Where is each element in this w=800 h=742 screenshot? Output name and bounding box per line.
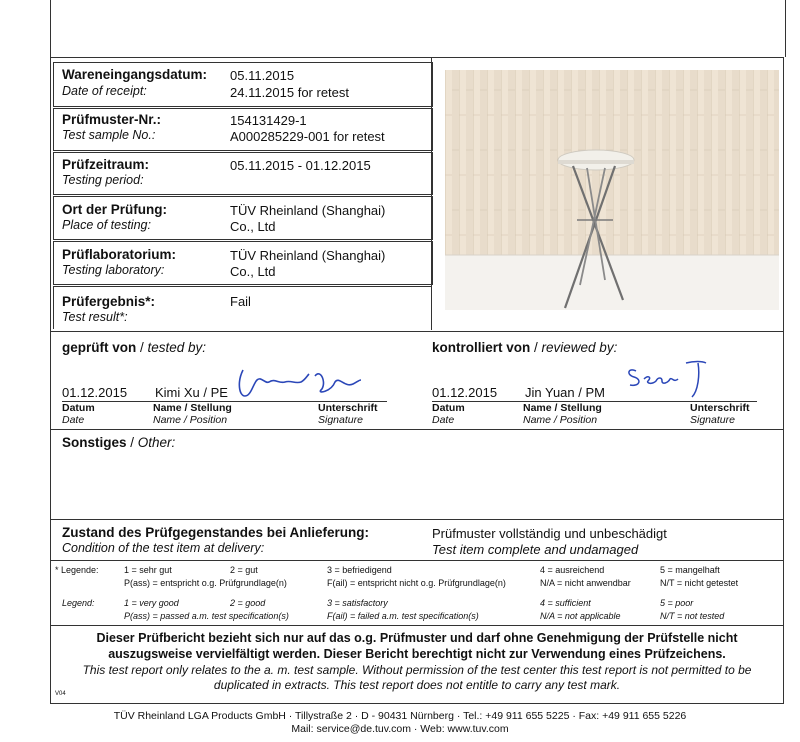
- result-label-de: Prüfergebnis*:: [62, 294, 156, 309]
- form-version: V04: [55, 691, 66, 697]
- tested-name: Kimi Xu / PE: [155, 385, 228, 400]
- tested-signature: [235, 362, 365, 402]
- photo-table-image: [445, 70, 779, 310]
- place-label-de: Ort der Prüfung:: [62, 202, 167, 217]
- legend-en-title: Legend:: [62, 598, 95, 608]
- divider-condition: [50, 519, 784, 520]
- tested-date: 01.12.2015: [62, 385, 128, 400]
- legend-de-grade-3: 3 = befriedigend: [327, 565, 392, 575]
- period-label-de: Prüfzeitraum:: [62, 157, 150, 172]
- condition-label-en: Condition of the test item at delivery:: [62, 541, 265, 555]
- receipt-label-en: Date of receipt:: [62, 84, 147, 98]
- divider-other: [50, 429, 784, 430]
- tested-signature-header: Unterschrift: [318, 402, 378, 414]
- sample-label-en: Test sample No.:: [62, 128, 156, 142]
- receipt-value-2: 24.11.2015 for retest: [230, 85, 350, 100]
- legend-de-nt: N/T = nicht getestet: [660, 578, 739, 588]
- legend-en-na: N/A = not applicable: [540, 611, 621, 621]
- legend-en-nt: N/T = not tested: [660, 611, 725, 621]
- place-value-2: Co., Ltd: [230, 219, 276, 234]
- condition-value-en: Test item complete and undamaged: [432, 542, 639, 557]
- tested-signature-header-en: Signature: [318, 414, 363, 426]
- period-value: 05.11.2015 - 01.12.2015: [230, 158, 371, 173]
- reviewed-date: 01.12.2015: [432, 385, 498, 400]
- notice-de-line-1: Dieser Prüfbericht bezieht sich nur auf das o.g. Prüfmuster und darf ohne Genehmigung der Prüfstelle nicht: [96, 631, 738, 645]
- legend-en-grade-2: 2 = good: [230, 598, 266, 608]
- legend-de-title: * Legende:: [55, 565, 99, 575]
- page-frame-top: [50, 0, 786, 57]
- legend-en-grade-3: 3 = satisfactory: [327, 598, 388, 608]
- lab-label-en: Testing laboratory:: [62, 263, 165, 277]
- legend-en-grade-1: 1 = very good: [124, 598, 179, 608]
- reviewed-signature-header: Unterschrift: [690, 402, 750, 414]
- legend-de-fail: F(ail) = entspricht nicht o.g. Prüfgrundlage(n): [327, 578, 506, 588]
- reviewed-name: Jin Yuan / PM: [525, 385, 605, 400]
- tested-by-title: geprüft von / tested by:: [62, 340, 207, 355]
- condition-value-de: Prüfmuster vollständig und unbeschädigt: [432, 526, 667, 541]
- reviewed-name-header: Name / Stellung: [523, 402, 602, 414]
- lab-label-de: Prüflaboratorium:: [62, 247, 177, 262]
- reviewed-date-header-en: Date: [432, 414, 455, 426]
- reviewed-signature-header-en: Signature: [690, 414, 735, 426]
- notice-de-line-2: auszugsweise vervielfältigt werden. Dieser Bericht berechtigt nicht zur Verwendung eines Prüfzeichens.: [108, 647, 726, 661]
- footer-address: TÜV Rheinland LGA Products GmbH · Tillystraße 2 · D - 90431 Nürnberg · Tel.: +49 911 655 5225 · Fax: +49 911 655 5226: [113, 710, 687, 722]
- legend-de-grade-1: 1 = sehr gut: [124, 565, 172, 575]
- tested-date-header-en: Date: [62, 414, 85, 426]
- legend-en-fail: F(ail) = failed a.m. test specification(s): [327, 611, 479, 621]
- legend-de-pass: P(ass) = entspricht o.g. Prüfgrundlage(n): [124, 578, 287, 588]
- legend-en-pass: P(ass) = passed a.m. test specification(s): [124, 611, 289, 621]
- tested-date-header: Datum: [62, 402, 95, 414]
- receipt-value-1: 05.11.2015: [230, 68, 295, 83]
- divider-notice: [50, 625, 784, 626]
- legend-de-na: N/A = nicht anwendbar: [540, 578, 631, 588]
- divider-legend: [50, 560, 784, 561]
- reviewed-name-header-en: Name / Position: [523, 414, 598, 426]
- photo-divider: [431, 57, 432, 330]
- tested-name-header-en: Name / Position: [153, 414, 228, 426]
- sample-value-1: 154131429-1: [230, 113, 307, 128]
- notice-en-line-1: This test report only relates to the a. m. test sample. Without permission of the test center this test report is not permitted to be: [82, 663, 752, 677]
- place-value-1: TÜV Rheinland (Shanghai): [230, 203, 386, 218]
- reviewed-signature: [622, 355, 722, 401]
- notice-en-line-2: duplicated in extracts. This test report does not entitle to carry any test mark.: [213, 678, 621, 692]
- reviewed-date-header: Datum: [432, 402, 465, 414]
- legend-de-grade-5: 5 = mangelhaft: [660, 565, 720, 575]
- reviewed-by-title: kontrolliert von / reviewed by:: [432, 340, 618, 355]
- divider-signatures: [50, 331, 784, 332]
- legend-en-grade-5: 5 = poor: [660, 598, 694, 608]
- period-label-en: Testing period:: [62, 173, 144, 187]
- sample-photo: [445, 70, 779, 310]
- result-label-en: Test result*:: [62, 310, 128, 324]
- legend-de-grade-4: 4 = ausreichend: [540, 565, 605, 575]
- sample-value-2: A000285229-001 for retest: [230, 129, 385, 144]
- place-label-en: Place of testing:: [62, 218, 151, 232]
- receipt-label-de: Wareneingangsdatum:: [62, 67, 208, 82]
- result-value: Fail: [230, 294, 251, 309]
- lab-value-2: Co., Ltd: [230, 264, 276, 279]
- legend-en-grade-4: 4 = sufficient: [540, 598, 591, 608]
- sample-label-de: Prüfmuster-Nr.:: [62, 112, 162, 127]
- legend-de-grade-2: 2 = gut: [230, 565, 258, 575]
- tested-name-header: Name / Stellung: [153, 402, 232, 414]
- lab-value-1: TÜV Rheinland (Shanghai): [230, 248, 386, 263]
- other-title: Sonstiges / Other:: [62, 435, 176, 450]
- footer-contact: Mail: service@de.tuv.com · Web: www.tuv.com: [291, 723, 509, 735]
- condition-label-de: Zustand des Prüfgegenstandes bei Anlieferung:: [62, 525, 370, 540]
